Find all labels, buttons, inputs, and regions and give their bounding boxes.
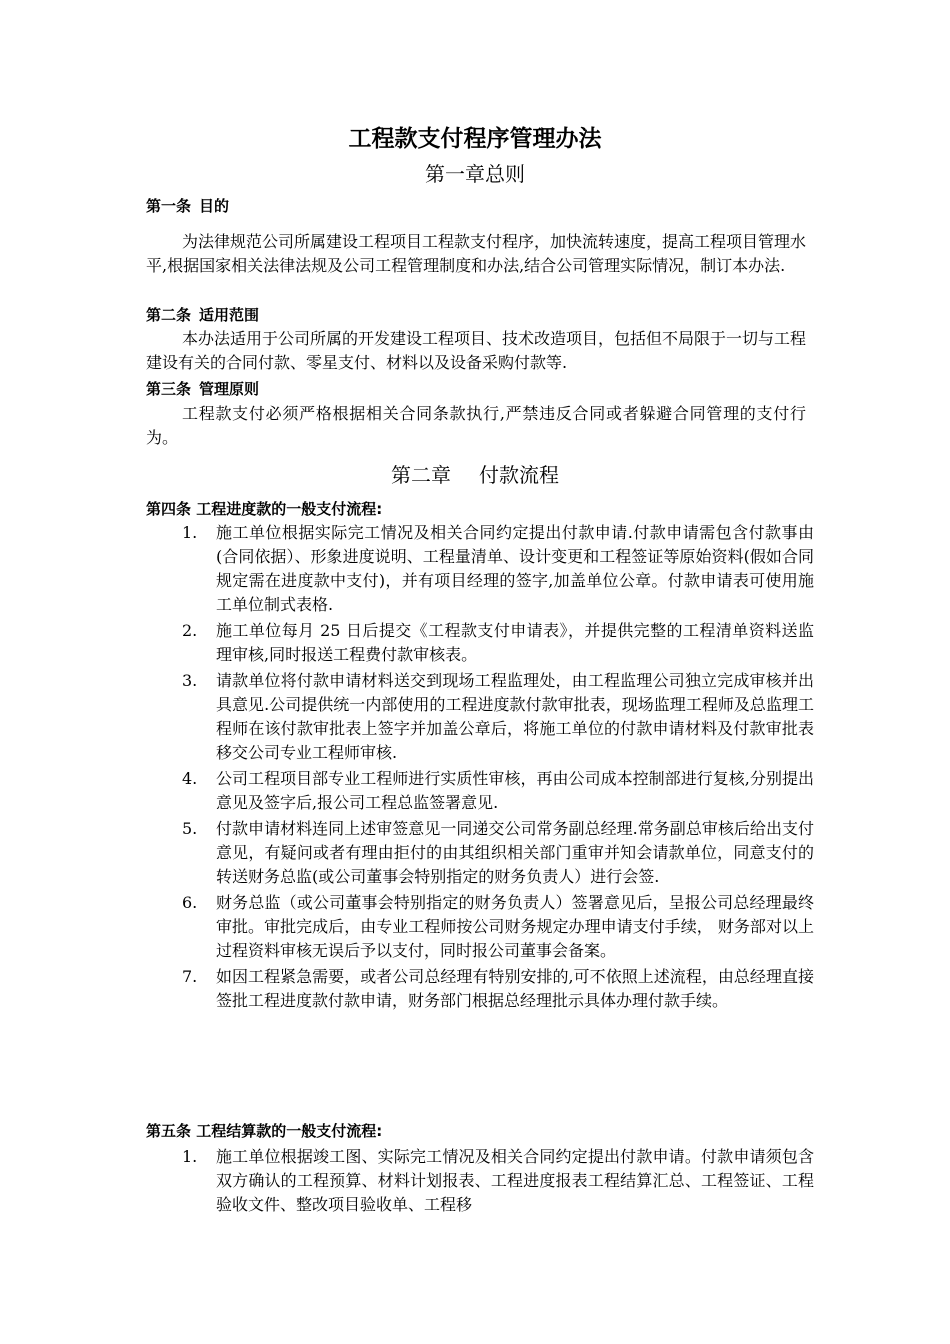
article-4-heading: 第四条 工程进度款的一般支付流程: bbox=[146, 500, 383, 518]
item-text: 付款申请材料连同上述审签意见一同递交公司常务副总经理.常务副总审核后给出支付意见，有疑问或者有理由拒付的由其组织相关部门重审并知会请款单位，同意支付的转送财务总监(或公司董事会特别指定的财务负责人）进行会签. bbox=[216, 819, 814, 886]
article-3-name: 管理原则 bbox=[199, 380, 260, 398]
article-2-text: 本办法适用于公司所属的开发建设工程项目、技术改造项目，包括但不局限于一切与工程建设有关的合同付款、零星支付、材料以及设备采购付款等. bbox=[146, 329, 807, 372]
list-item bbox=[146, 669, 814, 765]
item-text: 施工单位根据竣工图、实际完工情况及相关合同约定提出付款申请。付款申请须包含双方确认的工程预算、材料计划报表、工程进度报表工程结算汇总、工程签证、工程验收文件、整改项目验收单、工程移 bbox=[216, 1147, 814, 1214]
list-item bbox=[146, 767, 814, 815]
list-item bbox=[146, 817, 814, 889]
item-number: 2. bbox=[182, 621, 198, 640]
chapter-2-name: 付款流程 bbox=[479, 463, 559, 487]
chapter-2-title bbox=[0, 459, 950, 488]
item-text: 财务总监（或公司董事会特别指定的财务负责人）签署意见后，呈报公司总经理最终审批。审批完成后，由专业工程师按公司财务规定办理申请支付手续， 财务部对以上过程资料审核无误后予以支付，同时报公司董事会备案。 bbox=[216, 893, 814, 960]
article-2-number: 第二条 bbox=[146, 306, 192, 324]
list-item bbox=[146, 891, 814, 963]
item-number: 5. bbox=[182, 819, 198, 838]
article-3-number: 第三条 bbox=[146, 380, 192, 398]
item-number: 1. bbox=[182, 1147, 198, 1166]
list-item bbox=[146, 619, 814, 667]
item-number: 3. bbox=[182, 671, 198, 690]
item-text: 如因工程紧急需要，或者公司总经理有特别安排的,可不依照上述流程，由总经理直接签批工程进度款付款申请，财务部门根据总经理批示具体办理付款手续。 bbox=[216, 967, 814, 1010]
article-1-number: 第一条 bbox=[146, 197, 192, 215]
article-5-heading: 第五条 工程结算款的一般支付流程: bbox=[146, 1122, 383, 1140]
item-text: 请款单位将付款申请材料送交到现场工程监理处，由工程监理公司独立完成审核并出具意见.公司提供统一内部使用的工程进度款付款审批表，现场监理工程师及总监理工程师在该付款审批表上签字并加盖公章后，将施工单位的付款申请材料及付款审批表移交公司专业工程师审核. bbox=[216, 671, 814, 762]
item-text: 施工单位每月 25 日后提交《工程款支付申请表》，并提供完整的工程清单资料送监理审核,同时报送工程费付款审核表。 bbox=[216, 621, 814, 664]
article-1-name: 目的 bbox=[199, 197, 230, 215]
article-1-heading bbox=[146, 194, 229, 218]
article-4-steps bbox=[146, 521, 814, 1013]
item-text: 公司工程项目部专业工程师进行实质性审核，再由公司成本控制部进行复核,分别提出意见及签字后,报公司工程总监签署意见. bbox=[216, 769, 814, 812]
article-3-text: 工程款支付必须严格根据相关合同条款执行,严禁违反合同或者躲避合同管理的支付行为。 bbox=[146, 404, 806, 447]
article-3-heading bbox=[146, 377, 259, 401]
article-2-name: 适用范围 bbox=[199, 306, 260, 324]
item-number: 4. bbox=[182, 769, 198, 788]
article-1-text: 为法律规范公司所属建设工程项目工程款支付程序，加快流转速度，提高工程项目管理水平,根据国家相关法律法规及公司工程管理制度和办法,结合公司管理实际情况，制订本办法. bbox=[146, 232, 807, 275]
article-5-steps bbox=[146, 1145, 814, 1217]
list-item bbox=[146, 965, 814, 1013]
list-item bbox=[146, 521, 814, 617]
article-2-heading bbox=[146, 303, 259, 327]
document-title: 工程款支付程序管理办法 bbox=[348, 126, 602, 152]
item-text: 施工单位根据实际完工情况及相关合同约定提出付款申请.付款申请需包含付款事由(合同依据）、形象进度说明、工程量清单、设计变更和工程签证等原始资料(假如合同规定需在进度款中支付)，并有项目经理的签字,加盖单位公章。付款申请表可使用施工单位制式表格. bbox=[216, 523, 814, 614]
item-number: 1. bbox=[182, 523, 198, 542]
list-item bbox=[146, 1145, 814, 1217]
chapter-1-title: 第一章总则 bbox=[425, 162, 525, 186]
chapter-2-number: 第二章 bbox=[391, 463, 451, 487]
item-number: 7. bbox=[182, 967, 198, 986]
item-number: 6. bbox=[182, 893, 198, 912]
